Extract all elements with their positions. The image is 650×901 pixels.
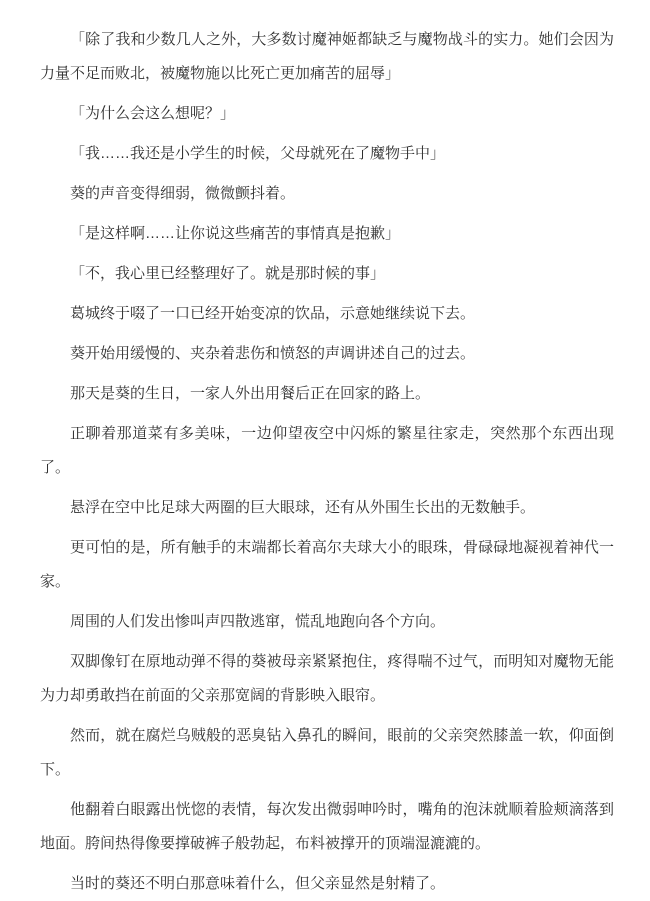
paragraph: 那天是葵的生日，一家人外出用餐后正在回家的路上。 bbox=[70, 385, 431, 402]
paragraph: 周围的人们发出惨叫声四散逃窜，慌乱地跑向各个方向。 bbox=[70, 613, 446, 630]
paragraph: 悬浮在空中比足球大两圈的巨大眼球，还有从外围生长出的无数触手。 bbox=[70, 499, 536, 516]
paragraph: 然而，就在腐烂乌贼般的恶臭钻入鼻孔的瞬间，眼前的父亲突然膝盖一软，仰面倒下。 bbox=[40, 727, 614, 778]
paragraph: 葵的声音变得细弱，微微颤抖着。 bbox=[70, 185, 296, 202]
paragraph: 正聊着那道菜有多美味，一边仰望夜空中闪烁的繁星往家走，突然那个东西出现了。 bbox=[40, 425, 614, 476]
paragraph: 葵开始用缓慢的、夹杂着悲伤和愤怒的声调讲述自己的过去。 bbox=[70, 345, 476, 362]
paragraph: 「是这样啊……让你说这些痛苦的事情真是抱歉」 bbox=[70, 225, 401, 242]
paragraph: 「除了我和少数几人之外，大多数讨魔神姬都缺乏与魔物战斗的实力。她们会因为力量不足而败北，被魔物施以比死亡更加痛苦的屈辱」 bbox=[40, 31, 614, 82]
paragraph: 葛城终于啜了一口已经开始变凉的饮品，示意她继续说下去。 bbox=[70, 305, 476, 322]
paragraph: 双脚像钉在原地动弹不得的葵被母亲紧紧抱住，疼得喘不过气，而明知对魔物无能为力却勇敢挡在前面的父亲那宽阔的背影映入眼帘。 bbox=[40, 653, 614, 704]
paragraph: 「我……我还是小学生的时候，父母就死在了魔物手中」 bbox=[70, 145, 446, 162]
paragraph: 他翻着白眼露出恍惚的表情，每次发出微弱呻吟时，嘴角的泡沫就顺着脸颊滴落到地面。胯间热得像要撑破裤子般勃起，布料被撑开的顶端湿漉漉的。 bbox=[40, 801, 614, 852]
paragraph: 「不，我心里已经整理好了。就是那时候的事」 bbox=[70, 265, 386, 282]
paragraph: 当时的葵还不明白那意味着什么，但父亲显然是射精了。 bbox=[70, 875, 446, 892]
paragraph: 更可怕的是，所有触手的末端都长着高尔夫球大小的眼珠，骨碌碌地凝视着神代一家。 bbox=[40, 539, 614, 590]
paragraph: 「为什么会这么想呢？」 bbox=[70, 105, 236, 122]
